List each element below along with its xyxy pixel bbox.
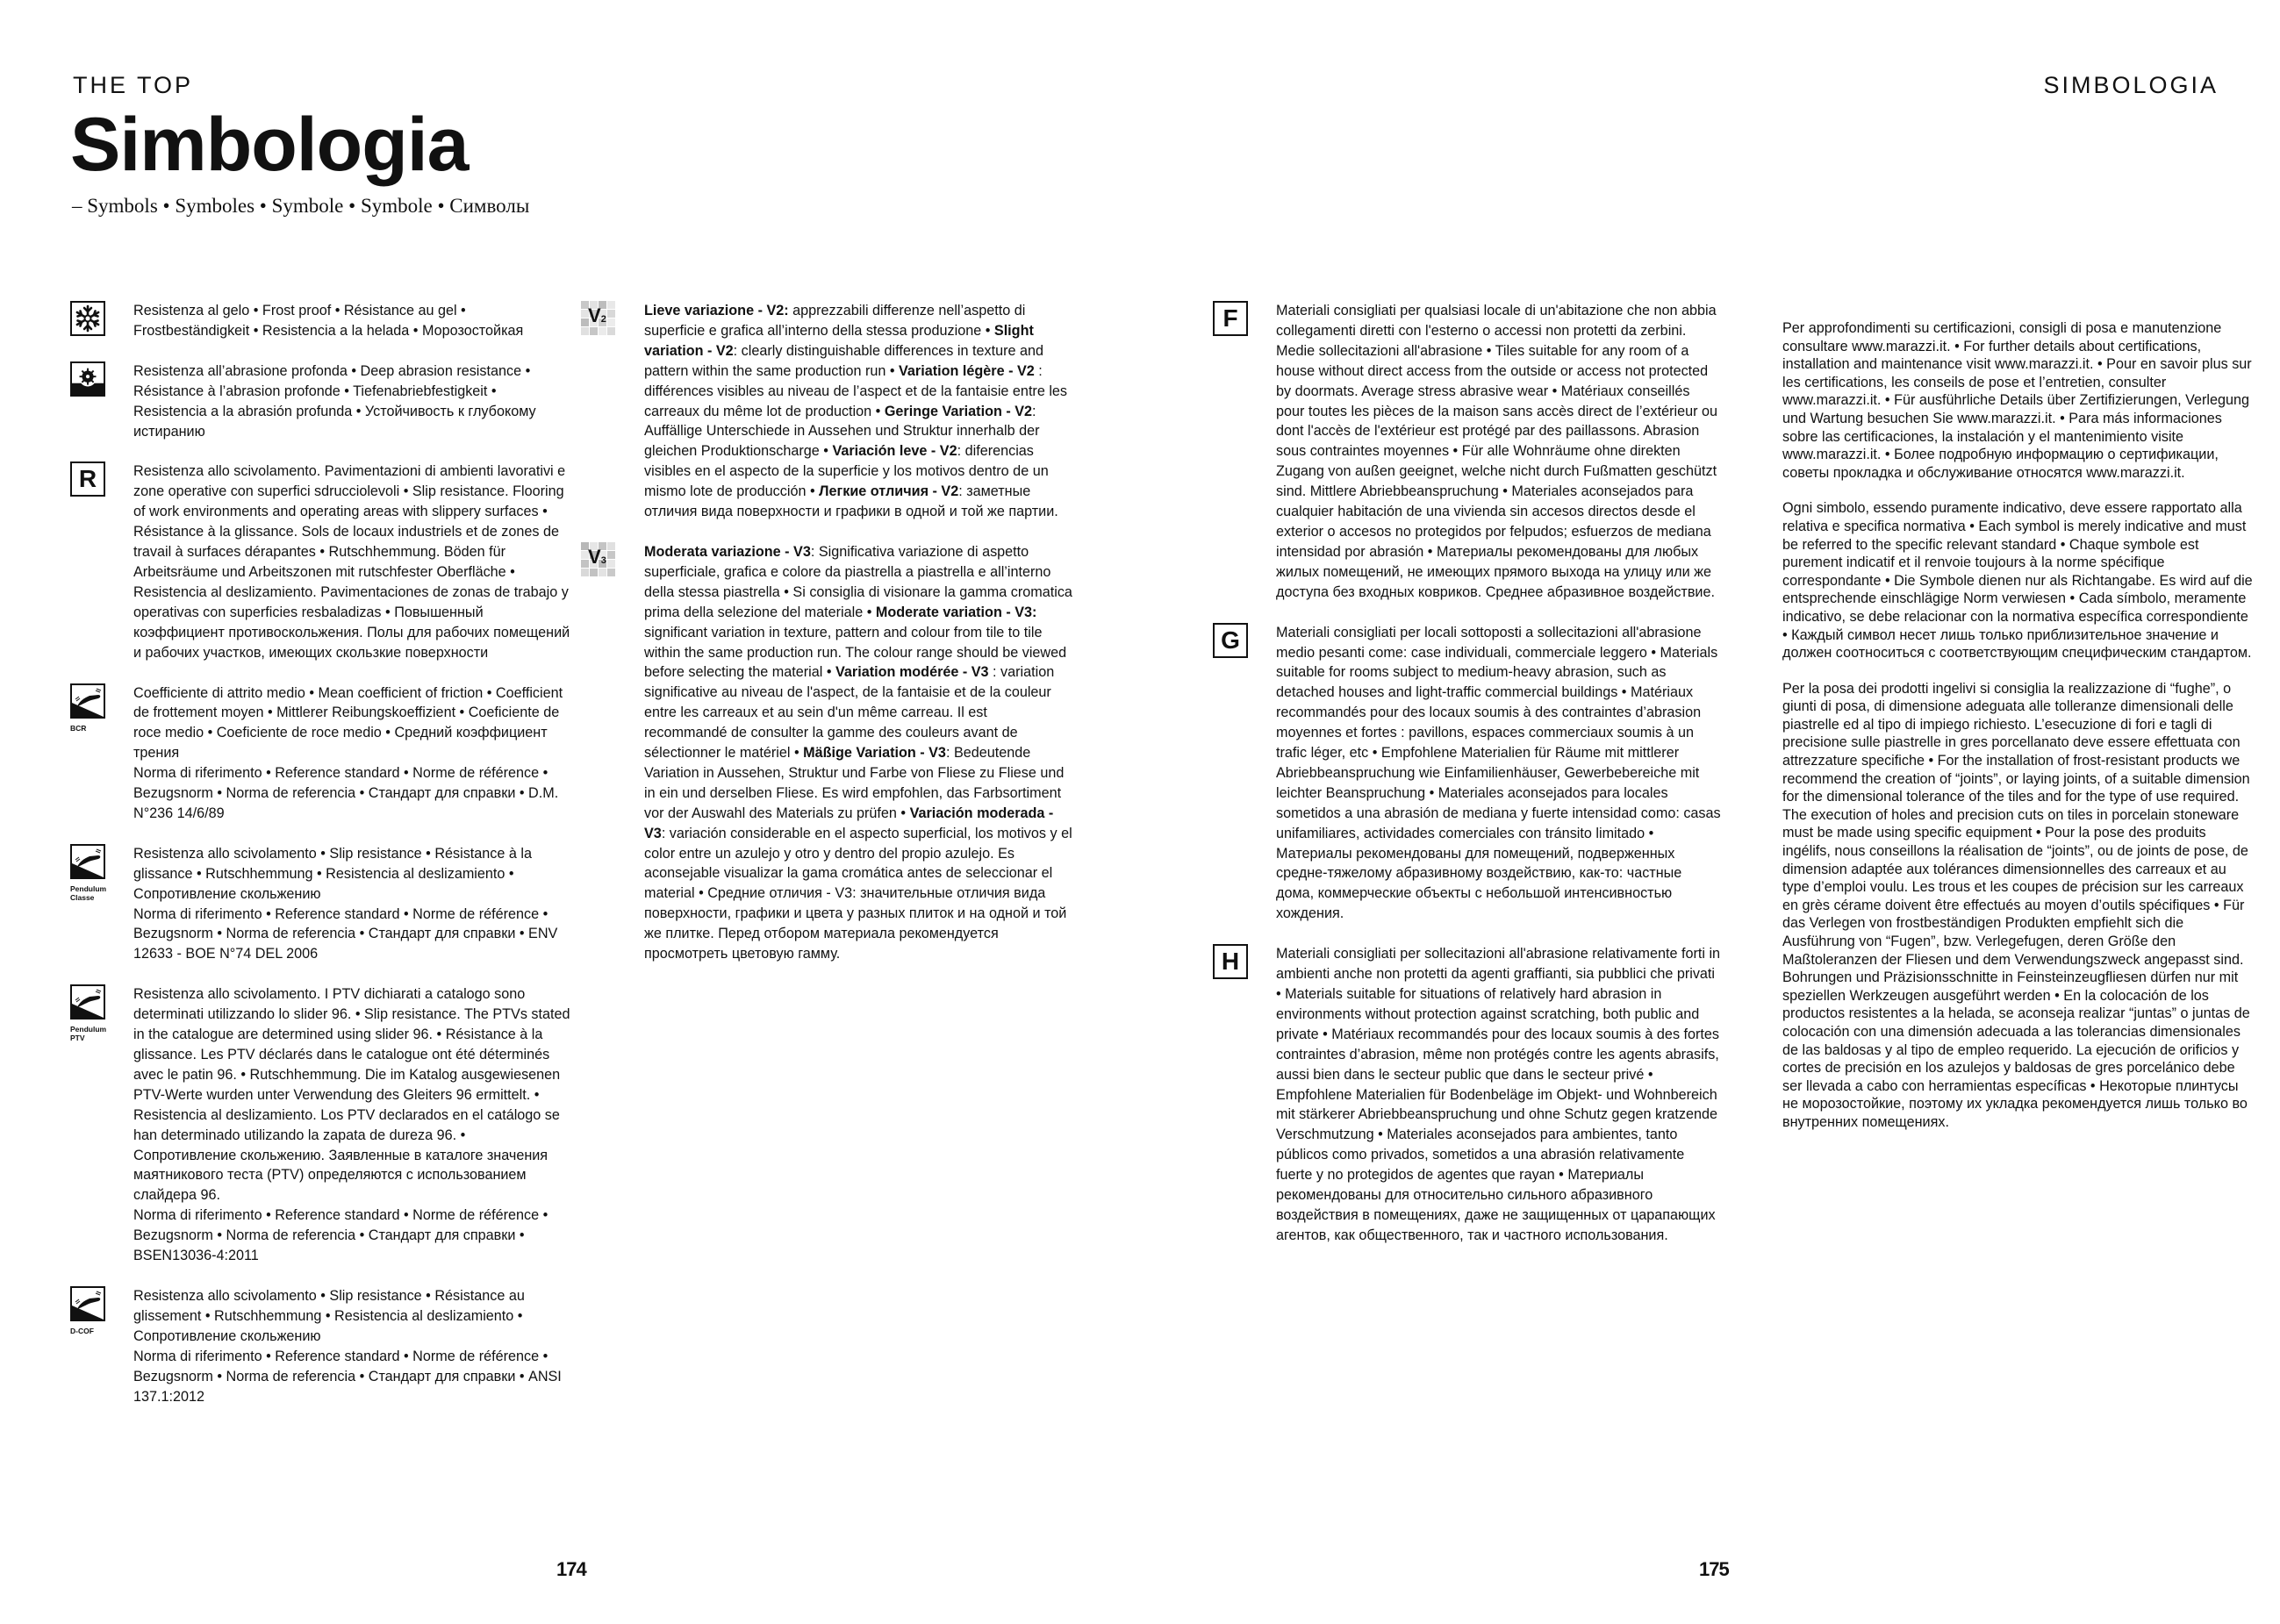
symbol-description: Resistenza allo scivolamento. I PTV dichiarati a catalogo sono determinati utilizzando lo slider 96. • Slip resistance. The PTVs stated in the catalogue are determined using slider 96. • Résistance à la glissance. Les PTV déclarés dans le catalogue ont été déterminés avec le patin 96. • Rutschhemmung. Die im Katalog ausgewiesenen PTV-Werte wurden unter Verwendung des Gleiters 96 ermittelt. • Resistencia al deslizamiento. Los PTV declarados en el catálogo se han determinado utilizando la zapata de dureza 96. • Сопротивление скольжению. Заявленные в каталоге значения маятникового теста (PTV) определяются с использованием слайдера 96. [133, 986, 570, 1204]
section-kicker: SIMBOLOGIA [2043, 72, 2219, 98]
section-kicker: THE TOP [73, 72, 194, 98]
symbol-entry-class-h [1213, 944, 1722, 1246]
symbol-entry-slip-r [70, 461, 570, 662]
symbol-description: Resistenza al gelo • Frost proof • Résistance au gel • Frostbeständigkeit • Resistencia a la helada • Морозостойкая [133, 303, 524, 339]
class-g-icon: G [1213, 623, 1248, 658]
symbol-caption: Pendulum PTV [70, 1025, 107, 1043]
shade-variation-v2-icon: V2 [581, 301, 616, 336]
symbol-caption: D-COF [70, 1326, 94, 1335]
page-number: 174 [556, 1558, 586, 1580]
symbol-description: Materiali consigliati per locali sottoposti a sollecitazioni all'abrasione medio pesanti come: case individuali, commerciale leggero • Materials suitable for rooms subject to medium-heavy abrasion, such as detached houses and light-traffic commercial buildings • Matériaux recommandés pour des locaux soumis à des contraintes d’abrasion moyennes et fortes : pavillons, espaces commerciaux soumis à un trafic léger, etc • Empfohlene Materialien für Räume mit mittlerer Abriebbeanspruchung wie Einfamilienhäuser, Gewerbebereiche mit leichter Beanspruchung • Materiales aconsejados para locales sometidos a una abrasión de mediana y fuerte intensidad como: casas unifamiliares, actividades comerciales con tránsito limitado • Материалы рекомендованы для помещений, подверженных средне-тяжелому абразивному воздействию, как-то: частные дома, коммерческие объекты с небольшой интенсивностью хождения. [1276, 624, 1721, 922]
symbol-entry-pendulum-ptv [70, 984, 570, 1266]
page-title: Simbologia [70, 103, 469, 187]
slip-shoe-icon [70, 984, 105, 1019]
symbol-entry-deep-abrasion [70, 361, 570, 442]
slip-shoe-icon [70, 844, 105, 879]
symbols-column-2 [581, 301, 1072, 964]
symbol-caption: Pendulum Classe [70, 884, 107, 902]
slip-shoe-icon [70, 1286, 105, 1321]
page-subtitle: – Symbols • Symboles • Symbole • Symbole • Символы [72, 195, 530, 217]
note-symbols-indicative: Ogni simbolo, essendo puramente indicativo, deve essere rapportato alla relativa e specifica normativa • Each symbol is merely indicative and must be referred to the specific relevant standard • Chaque symbole est purement indicatif et il renvoie toujours à la norme spécifique correspondante • Die Symbole dienen nur als Richtangabe. Es wird auf die entsprechende einschlägige Norm verwiesen • Cada símbolo, meramente indicativo, se debe relacionar con la normativa específica correspondiente • Каждый символ несет лишь только приблизительное значение и должен соотноситься с соответствующим специфическим стандартом. [1782, 500, 2253, 662]
symbol-description: Moderata variazione - V3: Significativa variazione di aspetto superficiale, grafica e colore da piastrella a piastrella e all’interno della stessa piastrella • Si consiglia di visionare la gamma cromatica prima della selezione del materiale • Moderate variation - V3: significant variation in texture, pattern and colour from tile to tile within the same production run. The colour range should be viewed before selecting the material • Variation modérée - V3 : variation significative au niveau de l'aspect, de la fantaisie et de la couleur entre les carreaux et au sein d'un même carreau. Il est recommandé de consulter la gamme des couleurs avant de sélectionner le matériel • Mäßige Variation - V3: Bedeutende Variation in Aussehen, Struktur und Farbe von Fliese zu Fliese und in ein und derselben Fliese. Es wird empfohlen, das Farbsortiment vor der Auswahl des Materials zu prüfen • Variación moderada - V3: variación considerable en el aspecto superficial, los motivos y el color entre un azulejo y otro y dentro del propio azulejo. Es aconsejable visualizar la gama cromática antes de seleccionar el material • Средние отличия - V3: значительные отличия вида поверхности, графики и цвета у разных плиток и на одной и той же плитке. Перед отбором материала рекомендуется просмотреть цветовую гамму. [644, 543, 1072, 962]
deep-abrasion-icon [70, 361, 105, 397]
abrasion-class-column [1213, 301, 1722, 1246]
symbol-description: Resistenza allo scivolamento • Slip resistance • Résistance au glissement • Rutschhemmung • Resistencia al deslizamiento • Сопротивление скольжению [133, 1287, 525, 1344]
symbol-entry-class-g [1213, 623, 1722, 925]
symbol-caption: BCR [70, 723, 87, 733]
symbols-column-1 [70, 301, 570, 1406]
symbol-entry-class-f [1213, 301, 1722, 603]
reference-standard: Norma di riferimento • Reference standard • Norme de référence • Bezugsnorm • Norma de referencia • Стандарт для справки • ENV 12633 - BOE N°74 DEL 2006 [133, 905, 558, 962]
slip-shoe-icon [70, 683, 105, 719]
class-f-icon: F [1213, 301, 1248, 336]
symbol-description: Resistenza allo scivolamento • Slip resistance • Résistance à la glissance • Rutschhemmung • Resistencia al deslizamiento • Сопротивление скольжению [133, 845, 533, 902]
class-h-icon: H [1213, 944, 1248, 979]
symbol-description: Resistenza allo scivolamento. Pavimentazioni di ambienti lavorativi e zone operative con superfici sdrucciolevoli • Slip resistance. Flooring of work environments and operating areas with slippery surfaces • Résistance à la glissance. Sols de locaux industriels et de zones de travail à surfaces dérapantes • Rutschhemmung. Böden für Arbeitsräume und Arbeitszonen mit rutschfester Oberfläche • Resistencia al deslizamiento. Pavimentaciones de zonas de trabajo y operativas con superficies resbaladizas • Повышенный коэффициент противоскольжения. Полы для рабочих помещений и рабочих участков, имеющих скользкие поверхности [133, 463, 570, 661]
symbol-entry-frost [70, 301, 570, 341]
symbol-entry-pendulum-classe [70, 844, 570, 964]
notes-column [1782, 319, 2256, 1149]
symbol-entry-v3 [581, 542, 1072, 964]
symbol-entry-v2 [581, 301, 1072, 522]
page-number: 175 [1699, 1558, 1729, 1580]
symbol-description: Coefficiente di attrito medio • Mean coefficient of friction • Coefficient de frottement moyen • Mittlerer Reibungskoeffizient • Coeficiente de roce medio • Coeficiente de roce medio • Средний коэффициент трения [133, 684, 563, 762]
symbol-description: Resistenza all’abrasione profonda • Deep abrasion resistance • Résistance à l’abrasion profonde • Tiefenabriebfestigkeit • Resistencia a la abrasión profunda • Устойчивость к глубокому истиранию [133, 362, 536, 440]
reference-standard: Norma di riferimento • Reference standard • Norme de référence • Bezugsnorm • Norma de referencia • Стандарт для справки • D.M. N°236 14/6/89 [133, 765, 559, 821]
shade-variation-v3-icon: V3 [581, 542, 616, 577]
reference-standard: Norma di riferimento • Reference standard • Norme de référence • Bezugsnorm • Norma de referencia • Стандарт для справки • ANSI 137.1:2012 [133, 1348, 562, 1405]
symbol-description: Materiali consigliati per qualsiasi locale di un'abitazione che non abbia collegamenti diretti con l'esterno o accessi non protetti da zerbini. Medie sollecitazioni all'abrasione • Tiles suitable for any room of a house without direct access from the outside or access not protected by doormats. Average stress abrasive wear • Matériaux conseillés pour toutes les pièces de la maison sans accès direct de l’extérieur ou dont l'accès de l'extérieur est protégé par des paillassons. Abrasion sous contraintes moyennes • Für alle Wohnräume ohne direkten Zugang von außen geeignet, welche nicht durch Fußmatten geschützt sind. Mittlere Abriebbeanspruchung • Materiales aconsejados para cualquier habitación de una vivienda sin accesos directos desde el exterior o accesos no protegidos por felpudos; esfuerzos de mediana intensidad por abrasión • Материалы рекомендованы для любых жилых помещений, не имеющих прямого выхода на улицу или же доступа без входных ковриков. Среднее абразивное воздействие. [1276, 303, 1717, 600]
symbol-entry-dcof [70, 1286, 570, 1406]
reference-standard: Norma di riferimento • Reference standard • Norme de référence • Bezugsnorm • Norma de referencia • Стандарт для справки • BSEN13036-4:2011 [133, 1207, 548, 1264]
symbol-description: Lieve variazione - V2: apprezzabili differenze nell’aspetto di superficie e grafica all’interno della stessa produzione • Slight variation - V2: clearly distinguishable differences in texture and pattern within the same production run • Variation légère - V2 : différences visibles au niveau de l’aspect et de la fantaisie entre les carreaux du même lot de production • Geringe Variation - V2: Auffällige Unterschiede in Aussehen und Struktur innerhalb der gleichen Produktionscharge • Variación leve - V2: diferencias visibles en el aspecto de la superficie y los motivos dentro de un mismo lote de producción • Легкие отличия - V2: заметные отличия вида поверхности и графики в одной и той же партии. [644, 303, 1068, 520]
r-rating-icon: R [70, 461, 105, 497]
snowflake-icon [70, 301, 105, 336]
note-installation-joints: Per la posa dei prodotti ingelivi si consiglia la realizzazione di “fughe”, o giunti di posa, di dimensione adeguata alle tolleranze dimensionali delle piastrelle ed al tipo di impiego richiesto. L’esecuzione di fori e tagli di precisione sulle piastrelle in gres porcellanato deve essere effettuata con attrezzature specifiche • For the installation of frost-resistant products we recommend the creation of “joints”, or laying joints, of a suitable dimension for the dimensional tolerance of the tiles and for the type of use required. The execution of holes and precision cuts on tiles in porcelain stoneware must be made using specific equipment • Pour la pose des produits ingélifs, nous conseillons la réalisation de “joints”, ou de joints de pose, de dimension adaptée aux tolérances dimensionnelles des carreaux et au type d’emploi voulu. Les trous et les coupes de précision sur les carreaux en grès cérame doivent être effectués au moyen d’outils spécifiques • Für das Verlegen von frostbeständigen Produkten empfiehlt sich die Ausführung von “Fugen”, bzw. Verlegefugen, deren Größe den Maßtoleranzen der Fliesen und dem Verwendungszweck angepasst sind. Bohrungen und Präzisionsschnitte in Feinsteinzeugfliesen dürfen nur mit speziellen Werkzeugen ausgeführt werden • En la colocación de los productos resistentes a la helada, se aconseja realizar “juntas” o juntas de colocación con una dimensión adecuada a las tolerancias dimensionales de las baldosas y al tipo de empleo requerido. La ejecución de orificios y cortes de precisión en los azulejos y baldosas de gres porcelánico debe ser llevada a cabo con herramientas específicas • Некоторые плинтусы не морозостойкие, поэтому их укладка рекомендуется лишь только во внутренних помещениях. [1782, 680, 2250, 1130]
symbol-description: Materiali consigliati per sollecitazioni all'abrasione relativamente forti in ambienti anche non protetti da agenti graffianti, sia pubblici che privati • Materials suitable for situations of relatively hard abrasion in environments without protection against scratching, both public and private • Matériaux recommandés pour des locaux soumis à des fortes contraintes d’abrasion, même non protégés contre les agents abrasifs, aussi bien dans le secteur public que dans le secteur privé • Empfohlene Materialien für Bodenbeläge im Objekt- und Wohnbereich mit stärkerer Abriebbeanspruchung und ohne Schutz gegen kratzende Verschmutzung • Materiales aconsejados para ambientes, tanto públicos como privados, sometidos a una abrasión relativamente fuerte y no protegidos de agentes que rayan • Материалы рекомендованы для относительно сильного абразивного воздействия в помещениях, даже не защищенных от царапающих агентов, как общественного, так и частного использования. [1276, 946, 1721, 1243]
note-certifications: Per approfondimenti su certificazioni, consigli di posa e manutenzione consultare www.marazzi.it. • For further details about certifications, installation and maintenance visit www.marazzi.it. • Pour en savoir plus sur les certifications, les conseils de pose et l’entretien, consulter www.marazzi.it. • Für ausführliche Details über Zertifizierungen, Verlegung und Wartung besuchen Sie www.marazzi.it. • Para más informaciones sobre las certificaciones, la instalación y el mantenimiento visite www.marazzi.it. • Более подробную информацию о сертификации, советы прокладка и обслуживание относятся www.marazzi.it. [1782, 320, 2252, 481]
symbol-entry-bcr [70, 683, 570, 824]
